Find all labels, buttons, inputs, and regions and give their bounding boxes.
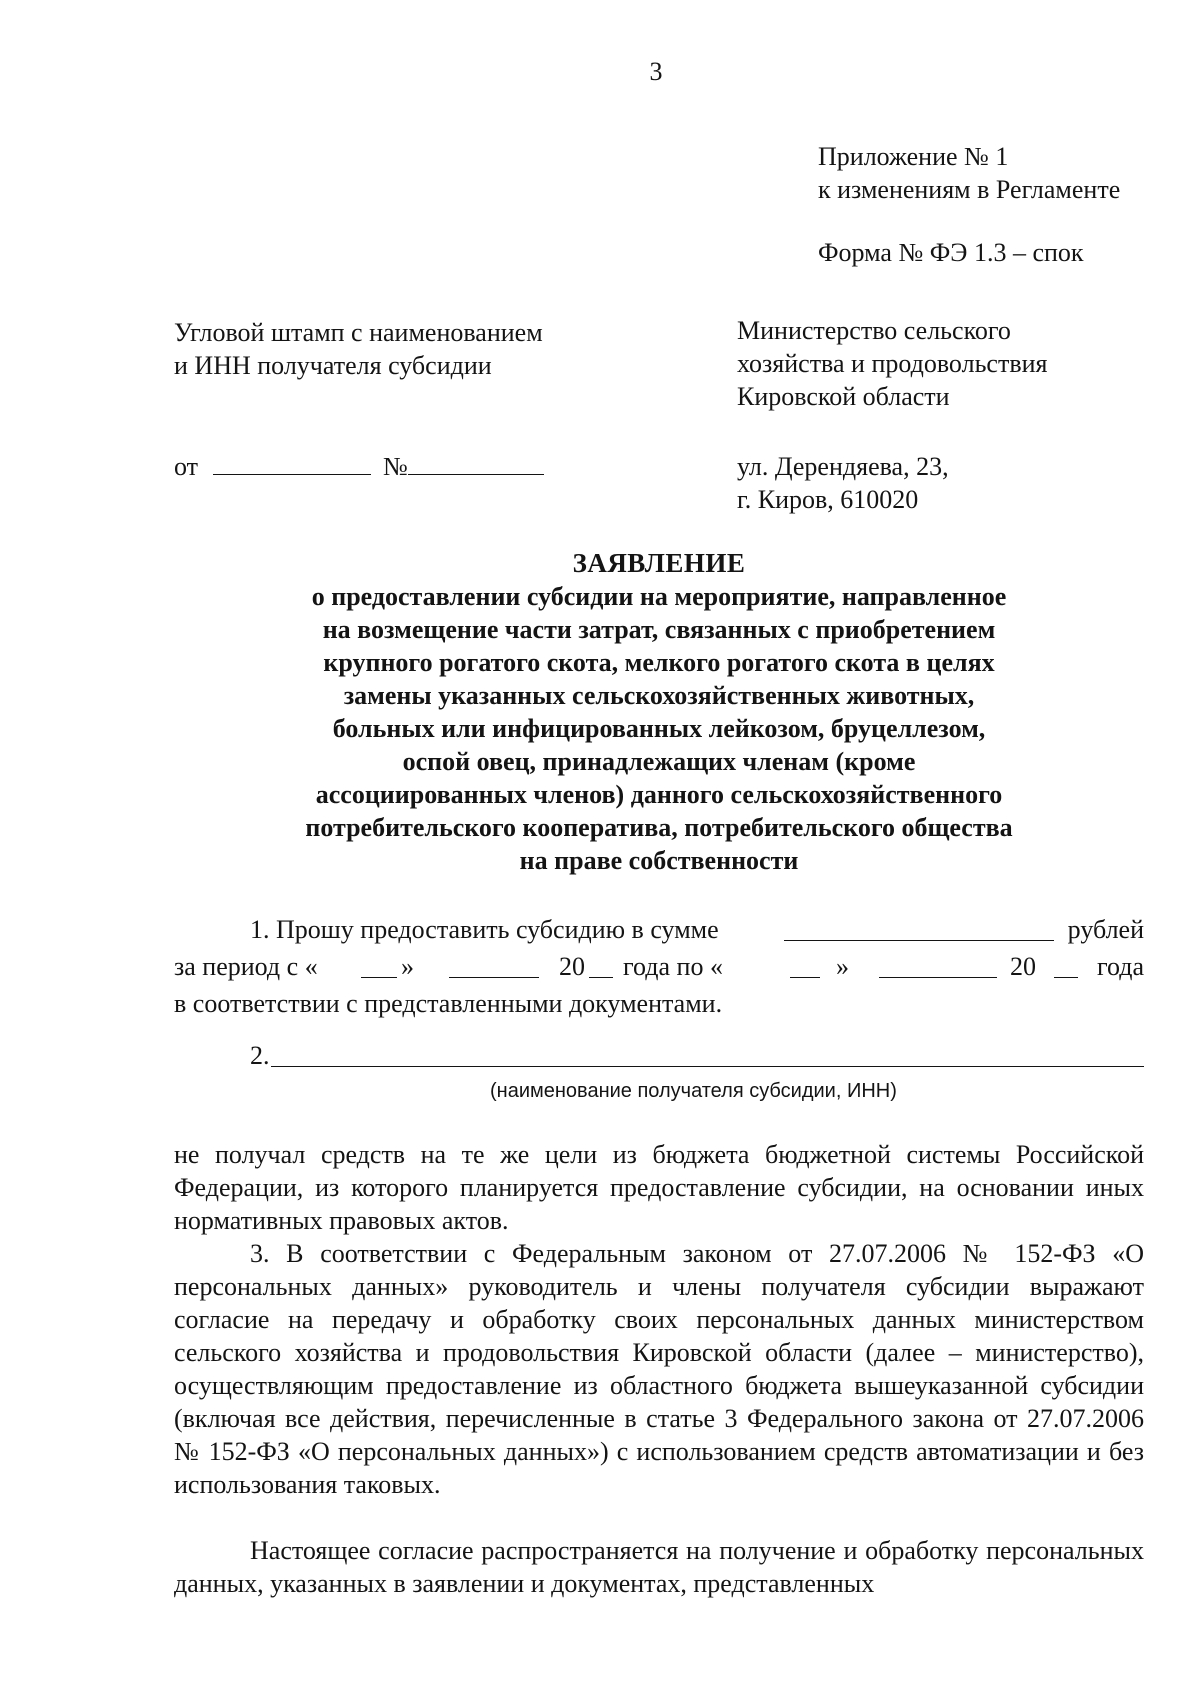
item-2-number: 2. (250, 1041, 270, 1070)
recipient-address (737, 450, 949, 516)
recipient-line-2: хозяйства и продовольствия (737, 349, 1048, 378)
recipient-name-blank[interactable] (271, 1044, 1144, 1067)
item-2-paragraph (174, 1138, 1144, 1237)
item-1-line-3-text: в соответствии с представленными документами. (174, 989, 723, 1018)
stamp-line-2: и ИНН получателя субсидии (174, 351, 492, 380)
item-2-text: не получал средств на те же цели из бюджета бюджетной системы Российской Федерации, из которого планируется предоставление субсидии, на основании иных нормативных правовых актов. (174, 1140, 1144, 1235)
page-number: 3 (649, 57, 663, 86)
start-month-blank[interactable] (449, 955, 539, 978)
period-label: за период с « (174, 952, 318, 981)
form-number: Форма № ФЭ 1.3 – спок (818, 238, 1084, 267)
item-3-paragraph (174, 1237, 1144, 1501)
recipient-block (737, 314, 1047, 413)
title-line: потребительского кооператива, потребительского общества (305, 813, 1013, 842)
date-number-line (174, 450, 544, 483)
end-day-blank[interactable] (790, 955, 820, 978)
year-word-2: года (1096, 952, 1144, 981)
consent-paragraph (174, 1534, 1144, 1600)
recipient-line-1: Министерство сельского (737, 316, 1011, 345)
item-1-request (174, 913, 1144, 1024)
title-line: замены указанных сельскохозяйственных животных, (343, 681, 975, 710)
item-1-text: 1. Прошу предоставить субсидию в сумме (250, 915, 719, 944)
corner-stamp-note (174, 316, 543, 382)
item-1-line-2 (174, 950, 1144, 987)
number-label: № (383, 452, 408, 481)
title-line: крупного рогатого скота, мелкого рогатого скота в целях (323, 648, 995, 677)
title-line: оспой овец, принадлежащих членам (кроме (402, 747, 916, 776)
title-line: ассоциированных членов) данного сельскохозяйственного (315, 780, 1003, 809)
address-line-2: г. Киров, 610020 (737, 485, 919, 514)
appendix-line-2: к изменениям в Регламенте (818, 175, 1121, 204)
number-blank[interactable] (408, 452, 544, 475)
currency-label: рублей (1067, 915, 1144, 944)
end-month-blank[interactable] (879, 955, 997, 978)
amount-blank[interactable] (784, 918, 1054, 941)
quote-close-1: » (401, 952, 414, 981)
title-heading: ЗАЯВЛЕНИЕ (572, 548, 746, 578)
recipient-line-3: Кировской области (737, 382, 950, 411)
recipient-blank-caption: (наименование получателя субсидии, ИНН) (490, 1080, 897, 1102)
item-1-line-1 (174, 913, 1144, 950)
from-label: от (174, 452, 199, 481)
appendix-header (818, 140, 1120, 206)
consent-text: Настоящее согласие распространяется на получение и обработку персональных данных, указанных в заявлении и документах, представленных (174, 1536, 1144, 1598)
start-year-blank[interactable] (589, 955, 613, 978)
address-line-1: ул. Дерендяева, 23, (737, 452, 949, 481)
title-line: больных или инфицированных лейкозом, бруцеллезом, (332, 714, 986, 743)
item-1-line-3 (174, 987, 1144, 1024)
date-blank[interactable] (213, 452, 371, 475)
year-prefix-1: 20 (559, 952, 585, 981)
title-line: о предоставлении субсидии на мероприятие, направленное (311, 582, 1007, 611)
title-line: на возмещение части затрат, связанных с приобретением (322, 615, 996, 644)
end-year-blank[interactable] (1054, 955, 1078, 978)
year-prefix-2: 20 (1010, 952, 1036, 981)
stamp-line-1: Угловой штамп с наименованием (174, 318, 543, 347)
year-word-1: года по « (623, 952, 723, 981)
appendix-line-1: Приложение № 1 (818, 142, 1009, 171)
start-day-blank[interactable] (361, 955, 397, 978)
title-line: на праве собственности (519, 846, 799, 875)
item-3-text: 3. В соответствии с Федеральным законом от 27.07.2006 № 152-ФЗ «О персональных данных» руководитель и члены получателя субсидии выражают согласие на передачу и обработку своих персональных данных министерством сельского хозяйства и продовольствия Кировской области (далее – министерство), осуществляющим предоставление из областного бюджета вышеуказанной субсидии (включая все действия, перечисленные в статье 3 Федерального закона от 27.07.2006 № 152-ФЗ «О персональных данных») с использованием средств автоматизации и без использования таковых. (174, 1239, 1144, 1499)
application-title (174, 547, 1144, 877)
quote-close-2: » (836, 952, 849, 981)
